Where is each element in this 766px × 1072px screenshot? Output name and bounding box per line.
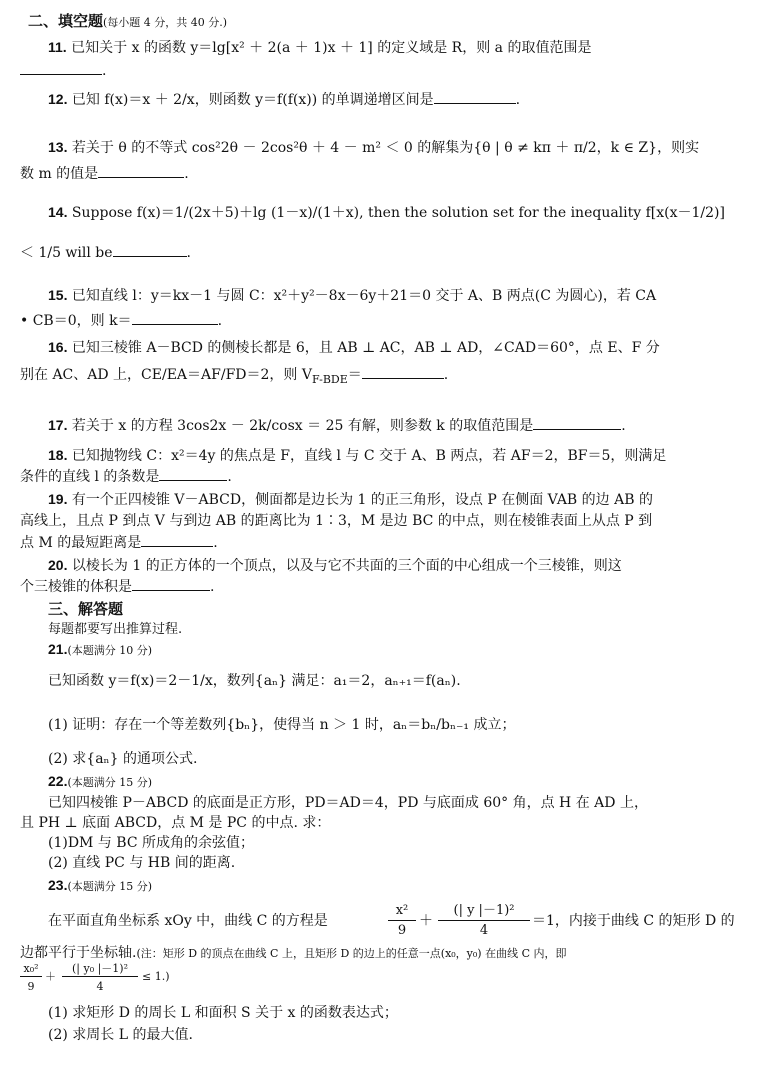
question-22-part-2 <box>48 854 766 872</box>
question-text-cont: ＝1，内接于曲线 C 的矩形 D 的 <box>532 913 735 929</box>
question-tail: 别在 AC、AD 上，CE/EA＝AF/FD＝2，则 V <box>20 367 312 383</box>
fraction-numerator: x₀² <box>23 962 39 975</box>
question-number: 16. <box>48 339 68 355</box>
question-score: (本题满分 15 分) <box>67 880 153 893</box>
question-14-line-2 <box>20 244 766 262</box>
question-text: 边都平行于坐标轴. <box>20 945 137 961</box>
answer-blank[interactable] <box>113 244 187 257</box>
section-2-heading <box>28 12 766 32</box>
question-text: 已知四棱锥 P－ABCD 的底面是正方形，PD＝AD＝4，PD 与底面成 60° 角，点 H 在 AD 上， <box>48 795 648 811</box>
question-text: 若关于 θ 的不等式 cos²2θ － 2cos²θ ＋ 4 － m² ＜ 0 的解集为{θ | θ ≠ kπ ＋ π/2，k ∈ Z}，则实 <box>71 140 700 156</box>
question-15-line-2 <box>20 312 766 330</box>
section-3-heading <box>48 600 766 619</box>
question-20 <box>48 556 766 575</box>
question-score: (本题满分 10 分) <box>67 644 153 657</box>
question-text: 已知直线 l：y＝kx－1 与圆 C：x²＋y²－8x－6y＋21＝0 交于 A、B 两点(C 为圆心)，若 CA <box>71 288 657 304</box>
question-number: 15. <box>48 287 68 303</box>
question-tail: . <box>621 418 626 434</box>
answer-blank[interactable] <box>434 91 516 104</box>
section-note: (每小题 4 分，共 40 分.) <box>103 16 228 29</box>
question-tail: 高线上，且点 P 到点 V 与到边 AB 的距离比为 1∶3，M 是边 BC 的中点，则在棱锥表面上从点 P 到 <box>20 513 653 529</box>
question-23-part-2 <box>48 1026 766 1044</box>
question-text: 已知关于 x 的函数 y＝lg[x² ＋ 2(a ＋ 1)x ＋ 1] 的定义域是 R，则 a 的取值范围是 <box>71 40 592 56</box>
question-number: 13. <box>48 139 68 155</box>
fraction-numerator: (| y |－1)² <box>453 903 515 918</box>
question-text: 若关于 x 的方程 3cos2x － 2k/cosx ＝ 25 有解，则参数 k 的取值范围是 <box>71 418 534 434</box>
question-16 <box>48 338 766 357</box>
question-tail: • CB＝0，则 k＝ <box>20 313 132 329</box>
question-13-line-2 <box>20 165 766 183</box>
question-number: 21. <box>48 641 68 657</box>
question-equals: ＝ <box>347 367 362 383</box>
question-tail-end: . <box>443 367 449 383</box>
question-tail-end: . <box>217 313 223 329</box>
question-number: 11. <box>48 39 67 55</box>
answer-blank[interactable] <box>533 417 621 430</box>
question-18 <box>48 446 766 465</box>
question-tail-2: 点 M 的最短距离是 <box>20 535 142 551</box>
answer-blank[interactable] <box>362 366 444 379</box>
question-number: 12. <box>48 91 68 107</box>
question-text: 且 PH ⊥ 底面 ABCD，点 M 是 PC 的中点. 求： <box>20 815 331 831</box>
answer-blank[interactable] <box>98 165 184 178</box>
part-text: (2) 求周长 L 的最大值. <box>48 1027 193 1043</box>
question-tail: 数 m 的值是 <box>20 166 99 182</box>
question-12 <box>48 90 766 109</box>
question-tail-end: . <box>213 535 218 551</box>
fraction-denominator: 9 <box>397 923 407 938</box>
question-19-line-2 <box>20 512 766 530</box>
question-23-part-1 <box>48 1004 766 1022</box>
question-tail-end: . <box>186 245 191 261</box>
question-18-line-2 <box>20 468 766 486</box>
question-21-stem <box>48 672 766 690</box>
question-11 <box>48 38 766 57</box>
question-number: 19. <box>48 491 68 507</box>
question-number: 23. <box>48 877 68 893</box>
section-title: 二、填空题 <box>28 12 104 30</box>
question-19-line-3 <box>20 534 766 552</box>
fraction-numerator: x² <box>395 903 409 918</box>
note-tail: ≤ 1.) <box>142 970 170 983</box>
question-16-line-2 <box>20 366 766 389</box>
question-text: 在平面直角坐标系 xOy 中，曲线 C 的方程是 <box>48 913 328 929</box>
answer-blank[interactable] <box>132 578 210 591</box>
question-tail: ＜ 1/5 will be <box>20 245 113 261</box>
question-20-line-2 <box>20 578 766 596</box>
answer-blank[interactable] <box>159 468 227 481</box>
question-text: 已知三棱锥 A－BCD 的侧棱长都是 6，且 AB ⊥ AC，AB ⊥ AD，∠CAD＝60°，点 E、F 分 <box>71 340 660 356</box>
section-3-intro <box>48 620 766 639</box>
answer-blank[interactable] <box>141 534 213 547</box>
question-tail: . <box>102 63 107 79</box>
answer-blank[interactable] <box>20 62 102 75</box>
question-22-header <box>48 772 766 792</box>
fraction-denominator: 4 <box>96 980 104 993</box>
section-title: 三、解答题 <box>48 600 124 618</box>
question-19 <box>48 490 766 509</box>
question-text: 已知抛物线 C：x²＝4y 的焦点是 F，直线 l 与 C 交于 A、B 两点，若 AF＝2，BF＝5，则满足 <box>71 448 667 464</box>
question-21-header <box>48 640 766 660</box>
part-text: (2) 直线 PC 与 HB 间的距离. <box>48 855 236 871</box>
part-text: (1) 求矩形 D 的周长 L 和面积 S 关于 x 的函数表达式； <box>48 1005 398 1021</box>
question-score: (本题满分 15 分) <box>67 776 153 789</box>
question-text: Suppose f(x)＝1/(2x＋5)＋lg (1－x)/(1＋x), then the solution set for the inequality f[x(x－1/2)] <box>71 205 725 221</box>
section-intro: 每题都要写出推算过程. <box>48 622 183 637</box>
fraction-denominator: 9 <box>27 980 35 993</box>
question-23-header <box>48 876 766 896</box>
question-tail: 条件的直线 l 的条数是 <box>20 469 160 485</box>
question-number: 14. <box>48 204 68 220</box>
question-number: 17. <box>48 417 68 433</box>
question-14 <box>48 203 766 222</box>
question-13 <box>48 138 766 157</box>
part-text: (1) 证明：存在一个等差数列{bₙ}，使得当 n ＞ 1 时，aₙ＝bₙ/bₙ₋₁ 成立； <box>48 717 516 733</box>
part-text: (2) 求{aₙ} 的通项公式. <box>48 751 198 767</box>
part-text: (1)DM 与 BC 所成角的余弦值； <box>48 835 255 851</box>
question-number: 20. <box>48 557 68 573</box>
question-text: 有一个正四棱锥 V－ABCD，侧面都是边长为 1 的正三角形，设点 P 在侧面 VAB 的边 AB 的 <box>71 492 653 508</box>
question-21-part-2 <box>48 750 766 768</box>
question-tail-end: . <box>227 469 232 485</box>
question-text: 已知 f(x)＝x ＋ 2/x，则函数 y＝f(f(x)) 的单调递增区间是 <box>71 92 434 108</box>
question-tail-end: . <box>184 166 189 182</box>
question-22-part-1 <box>48 834 766 852</box>
question-tail-end: . <box>210 579 215 595</box>
question-number: 18. <box>48 447 68 463</box>
volume-subscript: F-BDE <box>311 372 348 386</box>
answer-blank[interactable] <box>132 312 218 325</box>
question-text: 以棱长为 1 的正方体的一个顶点，以及与它不共面的三个面的中心组成一个三棱锥，则这 <box>71 558 622 574</box>
question-text: 已知函数 y＝f(x)＝2－1/x，数列{aₙ} 满足：a₁＝2，aₙ₊₁＝f(aₙ). <box>48 673 461 689</box>
question-tail: . <box>515 92 521 108</box>
question-23-stem-1: 在平面直角坐标系 xOy 中，曲线 C 的方程是 x² 9 ＋ (| y |－1)² 4 ＝1，内接于曲线 C 的矩形 D 的 <box>48 903 735 938</box>
question-note: (注：矩形 D 的顶点在曲线 C 上，且矩形 D 的边上的任意一点(x₀，y₀) 在曲线 C 内，即 <box>136 947 567 960</box>
fraction-denominator: 4 <box>479 923 489 938</box>
question-21-part-1 <box>48 716 766 734</box>
question-tail: 个三棱锥的体积是 <box>20 579 132 595</box>
fraction-numerator: (| y₀ |－1)² <box>71 962 129 975</box>
question-11-answer-line <box>20 62 766 80</box>
question-number: 22. <box>48 773 68 789</box>
question-22-stem-2 <box>20 814 766 832</box>
question-15 <box>48 286 766 305</box>
question-23-note-formula: x₀² 9 ＋ (| y₀ |－1)² 4 ≤ 1.) <box>20 960 766 1000</box>
question-22-stem-1 <box>48 794 766 812</box>
question-17 <box>48 416 766 435</box>
